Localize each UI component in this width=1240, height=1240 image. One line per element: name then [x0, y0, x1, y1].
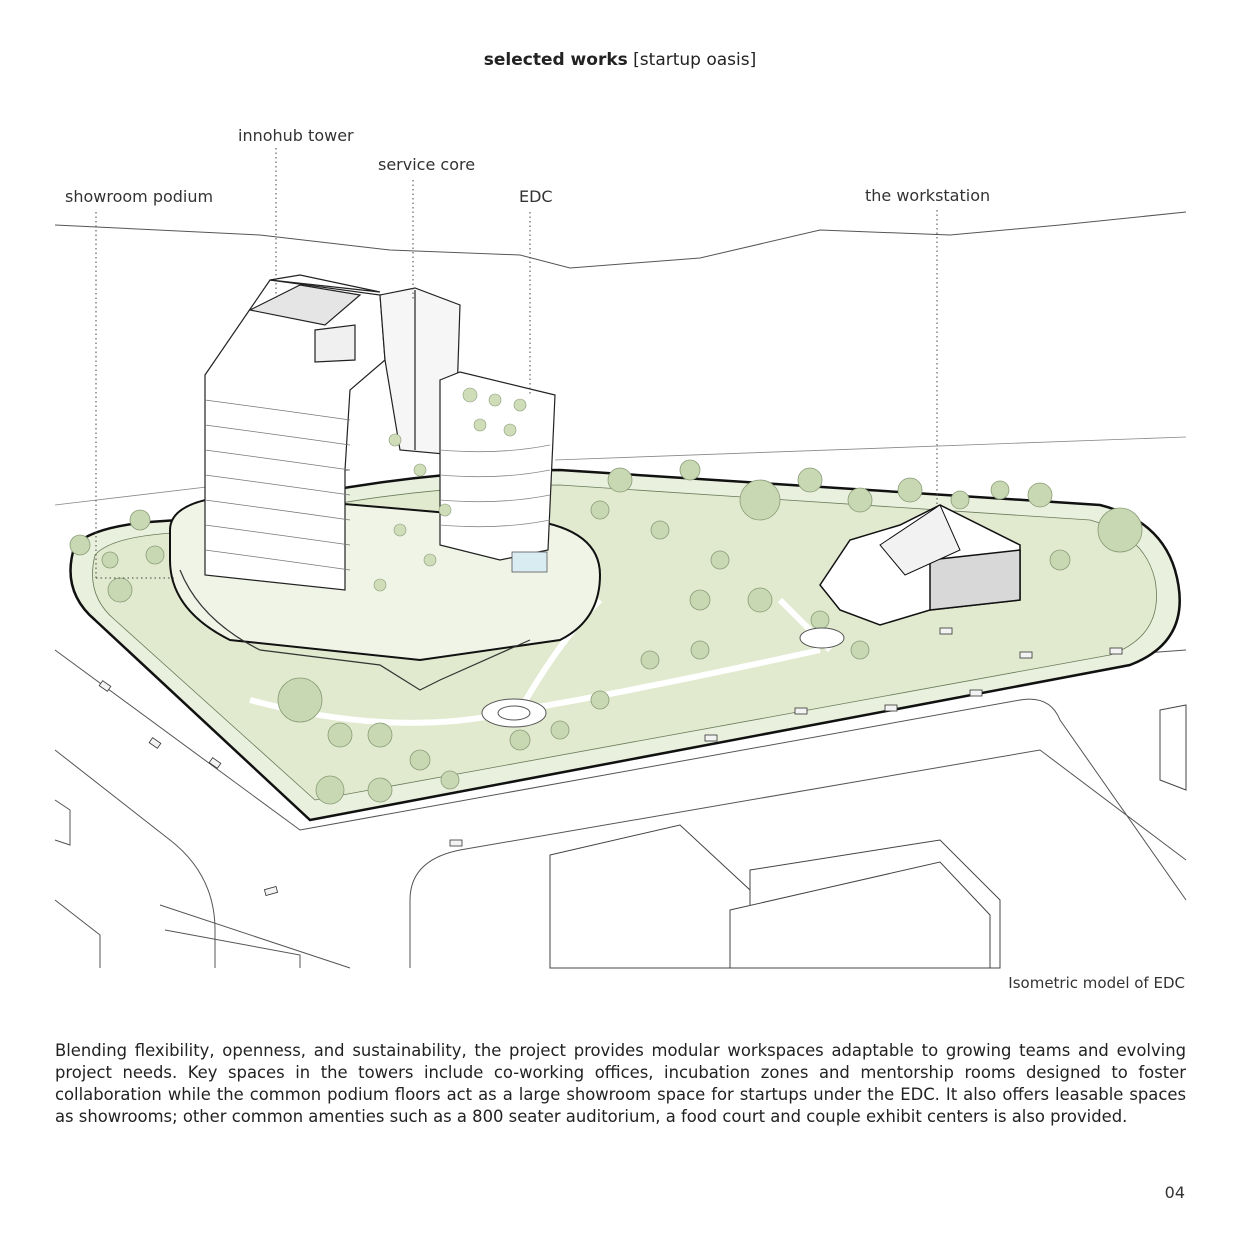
- pool: [512, 552, 547, 572]
- label-edc: EDC: [519, 187, 553, 206]
- label-innohub-tower: innohub tower: [238, 126, 354, 145]
- label-service-core: service core: [378, 155, 476, 174]
- figure-caption: Isometric model of EDC: [1008, 974, 1185, 992]
- label-workstation: the workstation: [865, 186, 991, 205]
- horizon-line: [55, 212, 1186, 268]
- body-paragraph: Blending flexibility, openness, and sustainability, the project provides modular workspaces adaptable to growing teams and evolving project needs. Key spaces in the towers include co-working offices, incubation zones and mentorship rooms designed to foster collaboration while the common podium floors act as a large showroom space for startups under the EDC. It also offers leasable spaces as showrooms; other common amenties such as a 800 seater auditorium, a food court and couple exhibit centers is also provided.: [55, 1041, 1186, 1126]
- page-number: 04: [1164, 1183, 1185, 1202]
- header-title: selected works: [483, 50, 628, 70]
- background-line-right: [555, 437, 1186, 460]
- header-subtitle: [startup oasis]: [633, 50, 757, 70]
- label-showroom-podium: showroom podium: [65, 187, 214, 206]
